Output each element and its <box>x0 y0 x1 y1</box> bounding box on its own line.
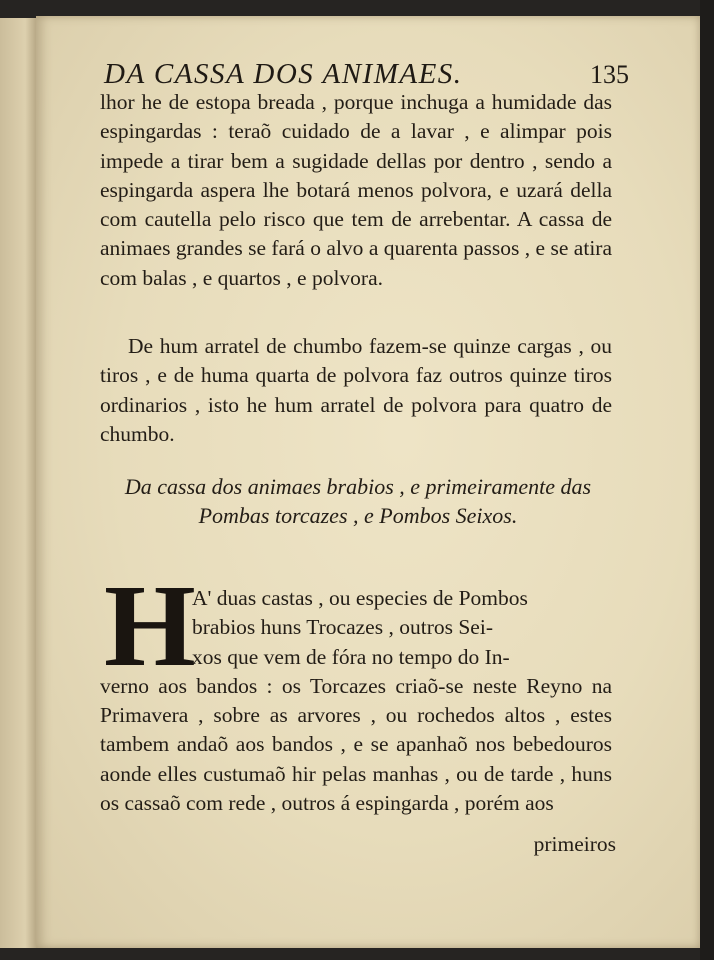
paragraph-2: De hum arratel de chumbo fazem-se quinze cargas , ou tiros , e de huma quarta de polvora faz outros quinze tiros ordinarios , isto he hum arratel de polvora para quatro de chumbo. <box>100 334 612 446</box>
drop-cap: H <box>104 560 196 691</box>
body-line: A' duas castas , ou especies de Pombos <box>192 586 528 610</box>
facing-page-edge <box>0 18 37 948</box>
catchword: primeiros <box>533 832 616 856</box>
page-shadow-edge <box>700 0 714 960</box>
running-head-title: DA CASSA DOS ANIMAES. <box>104 58 463 90</box>
page-number: 135 <box>590 60 629 89</box>
paragraph-1: lhor he de estopa breada , porque inchuga a humidade das espingardas : teraõ cuidado de a lavar , e alimpar pois impede a tirar bem a sugidade dellas por dentro , sendo a espingarda aspera lhe botará menos polvora, e uzará della com cautella pelo risco que tem de arrebentar. A cassa de animaes grandes se fará o alvo a quarenta passos , e se atira com balas , e quartos , e polvora. <box>100 90 612 290</box>
body-line: verno aos bandos : os Torcazes criaõ-se neste Reyno na Primavera , sobre as arvores , ou rochedos altos , estes tambem andaõ aos bandos , e se apanhaõ nos bebedouros aonde elles custumaõ hir pelas manhas , ou de tarde , huns os cassaõ com rede , outros á espingarda , porém aos <box>100 673 612 816</box>
section-heading: Da cassa dos animaes brabios , e primeiramente das Pombas torcazes , e Pombos Seixos. <box>124 474 592 528</box>
body-line: xos que vem de fóra no tempo do In- <box>192 644 510 669</box>
body-line: brabios huns Trocazes , outros Sei- <box>192 615 493 640</box>
section-body <box>100 584 612 818</box>
